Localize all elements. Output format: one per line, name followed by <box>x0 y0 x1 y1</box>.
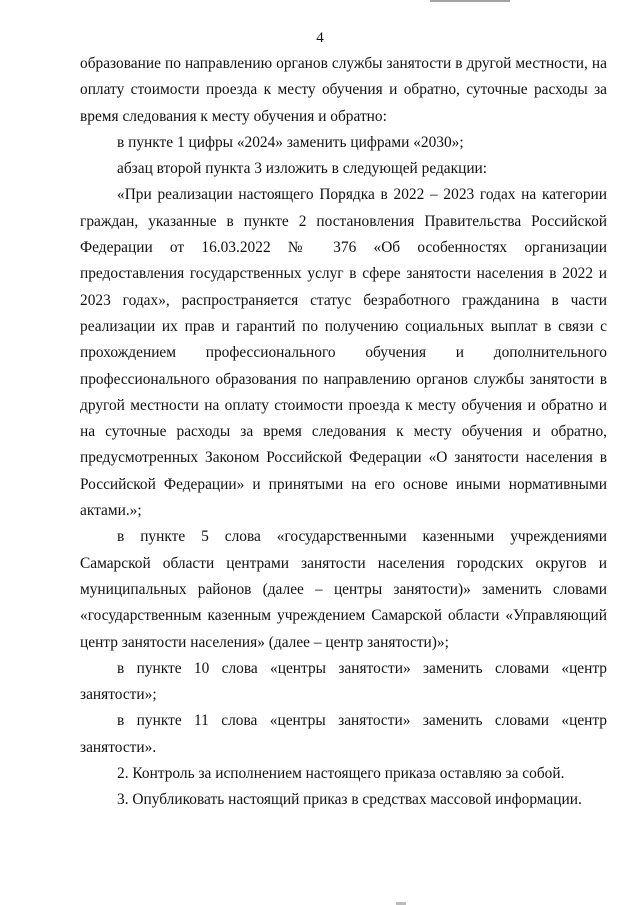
paragraph-point-5: в пункте 5 слова «государственными казенными учреждениями Самарской области центрами занятости населения городских округов и муниципальных районов (далее – центры занятости)» заменить словами «государственным казенным учреждением Самарской области «Управляющий центр занятости населения» (далее – центр занятости)»; <box>80 528 607 651</box>
paragraph-continuation: образование по направлению органов службы занятости в другой местности, на оплату стоимости проезда к месту обучения и обратно, суточные расходы за время следования к месту обучения и обратно: <box>80 55 607 125</box>
document-body <box>80 51 607 814</box>
paragraph-control: 2. Контроль за исполнением настоящего приказа оставляю за собой. <box>117 765 565 783</box>
paragraph-point-11: в пункте 11 слова «центры занятости» заменить словами «центр занятости». <box>80 712 607 756</box>
paragraph-point-3-text: «При реализации настоящего Порядка в 2022 – 2023 годах на категории граждан, указанные в пункте 2 постановления Правительства Российской Федерации от 16.03.2022 № 376 «Об особенностях организации предоставления государственных услуг в сфере занятости населения в 2022 и 2023 годах», распространяется статус безработного гражданина в части реализации их прав и гарантий по получению социальных выплат в связи с прохождением профессионального обучения и дополнительного профессионального образования по направлению органов службы занятости в другой местности на оплату стоимости проезда к месту обучения и обратно и на суточные расходы за время следования к месту обучения и обратно, предусмотренных Законом Российской Федерации «О занятости населения в Российской Федерации» и принятыми на его основе иными нормативными актами.»; <box>80 186 607 520</box>
paragraph-point-10: в пункте 10 слова «центры занятости» заменить словами «центр занятости»; <box>80 659 607 704</box>
paragraph-publish: 3. Опубликовать настоящий приказ в средствах массовой информации. <box>117 791 582 809</box>
paragraph-point-3-intro: абзац второй пункта 3 изложить в следующей редакции: <box>117 160 488 178</box>
page-number: 4 <box>316 30 324 46</box>
scan-artifact-top <box>430 0 510 2</box>
paragraph-point-1: в пункте 1 цифры «2024» заменить цифрами «2030»; <box>117 133 464 151</box>
